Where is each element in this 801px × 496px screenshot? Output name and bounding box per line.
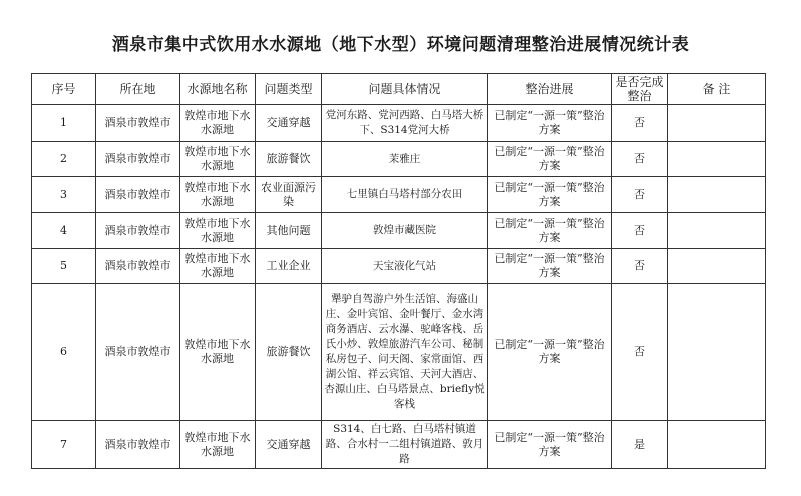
cell-source: 敦煌市地下水水源地 [180,421,256,469]
cell-type: 农业面源污染 [256,177,322,213]
cell-note [668,249,766,284]
cell-type: 旅游餐饮 [256,142,322,177]
cell-detail: S314、白七路、白马塔村镇道路、合水村一二组村镇道路、敦月路 [322,421,488,469]
table-row [32,213,766,249]
cell-location: 酒泉市敦煌市 [96,421,180,469]
page-title: 酒泉市集中式饮用水水源地（地下水型）环境问题清理整治进展情况统计表 [111,35,690,55]
cell-type: 其他问题 [256,213,322,249]
cell-type: 交通穿越 [256,421,322,469]
cell-detail: 敦煌市藏医院 [322,213,488,249]
cell-no: 2 [32,142,96,177]
cell-source: 敦煌市地下水水源地 [180,249,256,284]
header-type: 问题类型 [256,74,322,105]
cell-type: 工业企业 [256,249,322,284]
table-row [32,249,766,284]
cell-source: 敦煌市地下水水源地 [180,177,256,213]
cell-done: 否 [612,105,668,142]
cell-progress: 已制定“一源一策”整治方案 [488,249,612,284]
header-source: 水源地名称 [180,74,256,105]
header-location: 所在地 [96,74,180,105]
cell-detail: 党河东路、党河西路、白马塔大桥下、S314党河大桥 [322,105,488,142]
cell-location: 酒泉市敦煌市 [96,249,180,284]
cell-detail: 茉雅庄 [322,142,488,177]
cell-no: 4 [32,213,96,249]
cell-done: 否 [612,249,668,284]
cell-source: 敦煌市地下水水源地 [180,105,256,142]
cell-no: 1 [32,105,96,142]
cell-no: 3 [32,177,96,213]
cell-type: 交通穿越 [256,105,322,142]
cell-progress: 已制定“一源一策”整治方案 [488,284,612,421]
cell-source: 敦煌市地下水水源地 [180,284,256,421]
cell-done: 否 [612,213,668,249]
cell-note [668,177,766,213]
cell-location: 酒泉市敦煌市 [96,105,180,142]
cell-source: 敦煌市地下水水源地 [180,142,256,177]
cell-detail: 犟驴自驾游户外生活馆、海盛山庄、金叶宾馆、金叶餐厅、金水湾商务酒店、云水瀑、驼峰客栈、岳氏小炒、敦煌旅游汽车公司、秘制私房包子、问天阁、家常面馆、西湖公馆、祥云宾馆、天河大酒店、杏源山庄、白马塔景点、briefly悦客栈 [322,284,488,421]
cell-note [668,142,766,177]
cell-type: 旅游餐饮 [256,284,322,421]
header-no: 序号 [32,74,96,105]
header-row [32,74,766,105]
table-row [32,177,766,213]
cell-done: 否 [612,284,668,421]
table-row [32,105,766,142]
cell-no: 5 [32,249,96,284]
table-row [32,142,766,177]
table-row [32,284,766,421]
header-done: 是否完成整治 [612,74,668,105]
cell-progress: 已制定“一源一策”整治方案 [488,142,612,177]
cell-detail: 七里镇白马塔村部分农田 [322,177,488,213]
cell-progress: 已制定“一源一策”整治方案 [488,177,612,213]
cell-progress: 已制定“一源一策”整治方案 [488,213,612,249]
cell-note [668,421,766,469]
header-note: 备 注 [668,74,766,105]
cell-done: 是 [612,421,668,469]
cell-progress: 已制定“一源一策”整治方案 [488,105,612,142]
cell-note [668,105,766,142]
cell-detail: 天宝液化气站 [322,249,488,284]
cell-no: 7 [32,421,96,469]
cell-source: 敦煌市地下水水源地 [180,213,256,249]
cell-location: 酒泉市敦煌市 [96,142,180,177]
cell-no: 6 [32,284,96,421]
header-detail: 问题具体情况 [322,74,488,105]
cell-location: 酒泉市敦煌市 [96,213,180,249]
cell-note [668,284,766,421]
cell-done: 否 [612,177,668,213]
cell-progress: 已制定“一源一策”整治方案 [488,421,612,469]
cell-location: 酒泉市敦煌市 [96,177,180,213]
cell-note [668,213,766,249]
record-table [31,73,766,469]
table-row [32,421,766,469]
cell-done: 否 [612,142,668,177]
header-progress: 整治进展 [488,74,612,105]
cell-location: 酒泉市敦煌市 [96,284,180,421]
